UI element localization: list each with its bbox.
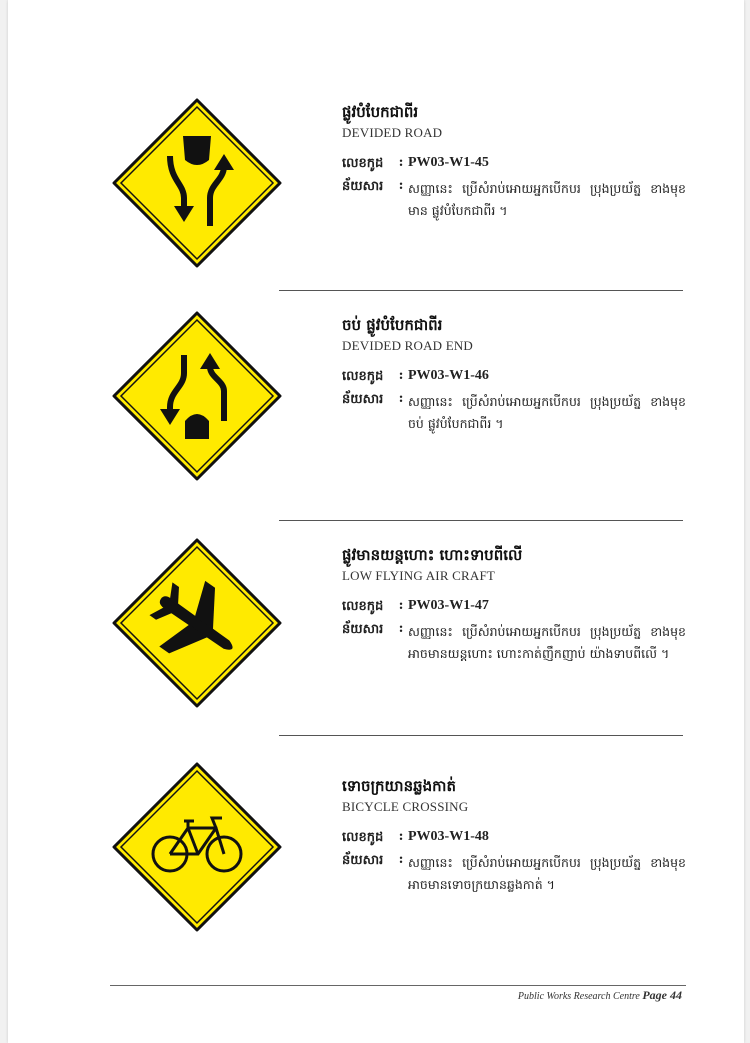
khmer-title: ចប់ ផ្លូវបំបែកជាពីរ	[342, 316, 443, 334]
meaning-row: ន័យសារ : សញ្ញានេះ ប្រើសំរាប់អោយអ្នកបើកបរ ប្រុងប្រយ័ត្ន ខាងមុខ អាចមានទោចក្រយានឆ្លងកាត់ ។	[342, 852, 687, 896]
document-page	[8, 0, 744, 1043]
divided-road-icon	[112, 98, 282, 268]
meaning-text: សញ្ញានេះ ប្រើសំរាប់អោយអ្នកបើកបរ ប្រុងប្រយ័ត្ន ខាងមុខ អាចមានយន្តហោះ ហោះកាត់ញឹកញាប់ យ៉ាងទាបពីលើ ។	[408, 624, 686, 661]
page-footer	[518, 988, 682, 1003]
code-label: លេខកូដ	[342, 369, 384, 384]
meaning-text: សញ្ញានេះ ប្រើសំរាប់អោយអ្នកបើកបរ ប្រុងប្រយ័ត្ន ខាងមុខមាន ផ្លូវបំបែកជាពីរ ។	[408, 181, 686, 218]
footer-divider	[110, 985, 686, 986]
khmer-title: ផ្លូវមានយន្តហោះ ហោះទាបពីលើ	[342, 546, 523, 564]
footer-text: Public Works Research Centre	[517, 991, 640, 1002]
code-row: លេខកូដ : PW03-W1-48	[342, 829, 687, 848]
code-label: លេខកូដ	[342, 156, 384, 171]
code-row: លេខកូដ : PW03-W1-47	[342, 598, 687, 617]
meaning-label: ន័យសារ	[342, 179, 384, 194]
sign-code: PW03-W1-46	[408, 368, 489, 383]
english-title: DEVIDED ROAD END	[342, 338, 474, 353]
sign-info-4	[342, 775, 687, 896]
page-number: Page 44	[642, 988, 682, 1002]
code-label: លេខកូដ	[342, 830, 384, 845]
code-row: លេខកូដ : PW03-W1-45	[342, 155, 687, 174]
low-flying-aircraft-sign	[112, 538, 282, 708]
meaning-row: ន័យសារ : សញ្ញានេះ ប្រើសំរាប់អោយអ្នកបើកបរ ប្រុងប្រយ័ត្ន ខាងមុខ ចប់ ផ្លូវបំបែកជាពីរ ។	[342, 391, 687, 435]
sign-code: PW03-W1-48	[408, 829, 489, 844]
meaning-row: ន័យសារ : សញ្ញានេះ ប្រើសំរាប់អោយអ្នកបើកបរ ប្រុងប្រយ័ត្ន ខាងមុខ អាចមានយន្តហោះ ហោះកាត់ញឹកញាប់ យ៉ាងទាបពីលើ ។	[342, 621, 687, 665]
divided-road-end-icon	[112, 311, 282, 481]
meaning-text: សញ្ញានេះ ប្រើសំរាប់អោយអ្នកបើកបរ ប្រុងប្រយ័ត្ន ខាងមុខ អាចមានទោចក្រយានឆ្លងកាត់ ។	[408, 855, 686, 892]
english-title: DEVIDED ROAD	[342, 125, 443, 140]
english-title: LOW FLYING AIR CRAFT	[342, 568, 496, 583]
meaning-label: ន័យសារ	[342, 853, 384, 868]
section-divider	[279, 290, 683, 291]
bicycle-icon	[112, 762, 282, 932]
sign-code: PW03-W1-45	[408, 155, 489, 170]
section-divider	[279, 735, 683, 736]
airplane-icon	[112, 538, 282, 708]
meaning-label: ន័យសារ	[342, 392, 384, 407]
khmer-title: ទោចក្រយានឆ្លងកាត់	[342, 777, 456, 795]
khmer-title: ផ្លូវបំបែកជាពីរ	[342, 103, 419, 121]
meaning-label: ន័យសារ	[342, 622, 384, 637]
sign-info-1	[342, 101, 687, 222]
english-title: BICYCLE CROSSING	[342, 799, 469, 814]
meaning-row: ន័យសារ : សញ្ញានេះ ប្រើសំរាប់អោយអ្នកបើកបរ ប្រុងប្រយ័ត្ន ខាងមុខមាន ផ្លូវបំបែកជាពីរ ។	[342, 178, 687, 222]
sign-info-3	[342, 544, 687, 665]
divided-road-end-sign	[112, 311, 282, 481]
section-divider	[279, 520, 683, 521]
bicycle-crossing-sign	[112, 762, 282, 932]
sign-code: PW03-W1-47	[408, 598, 489, 613]
sign-info-2	[342, 314, 687, 435]
code-label: លេខកូដ	[342, 599, 384, 614]
meaning-text: សញ្ញានេះ ប្រើសំរាប់អោយអ្នកបើកបរ ប្រុងប្រយ័ត្ន ខាងមុខ ចប់ ផ្លូវបំបែកជាពីរ ។	[408, 394, 686, 431]
code-row: លេខកូដ : PW03-W1-46	[342, 368, 687, 387]
divided-road-sign	[112, 98, 282, 268]
